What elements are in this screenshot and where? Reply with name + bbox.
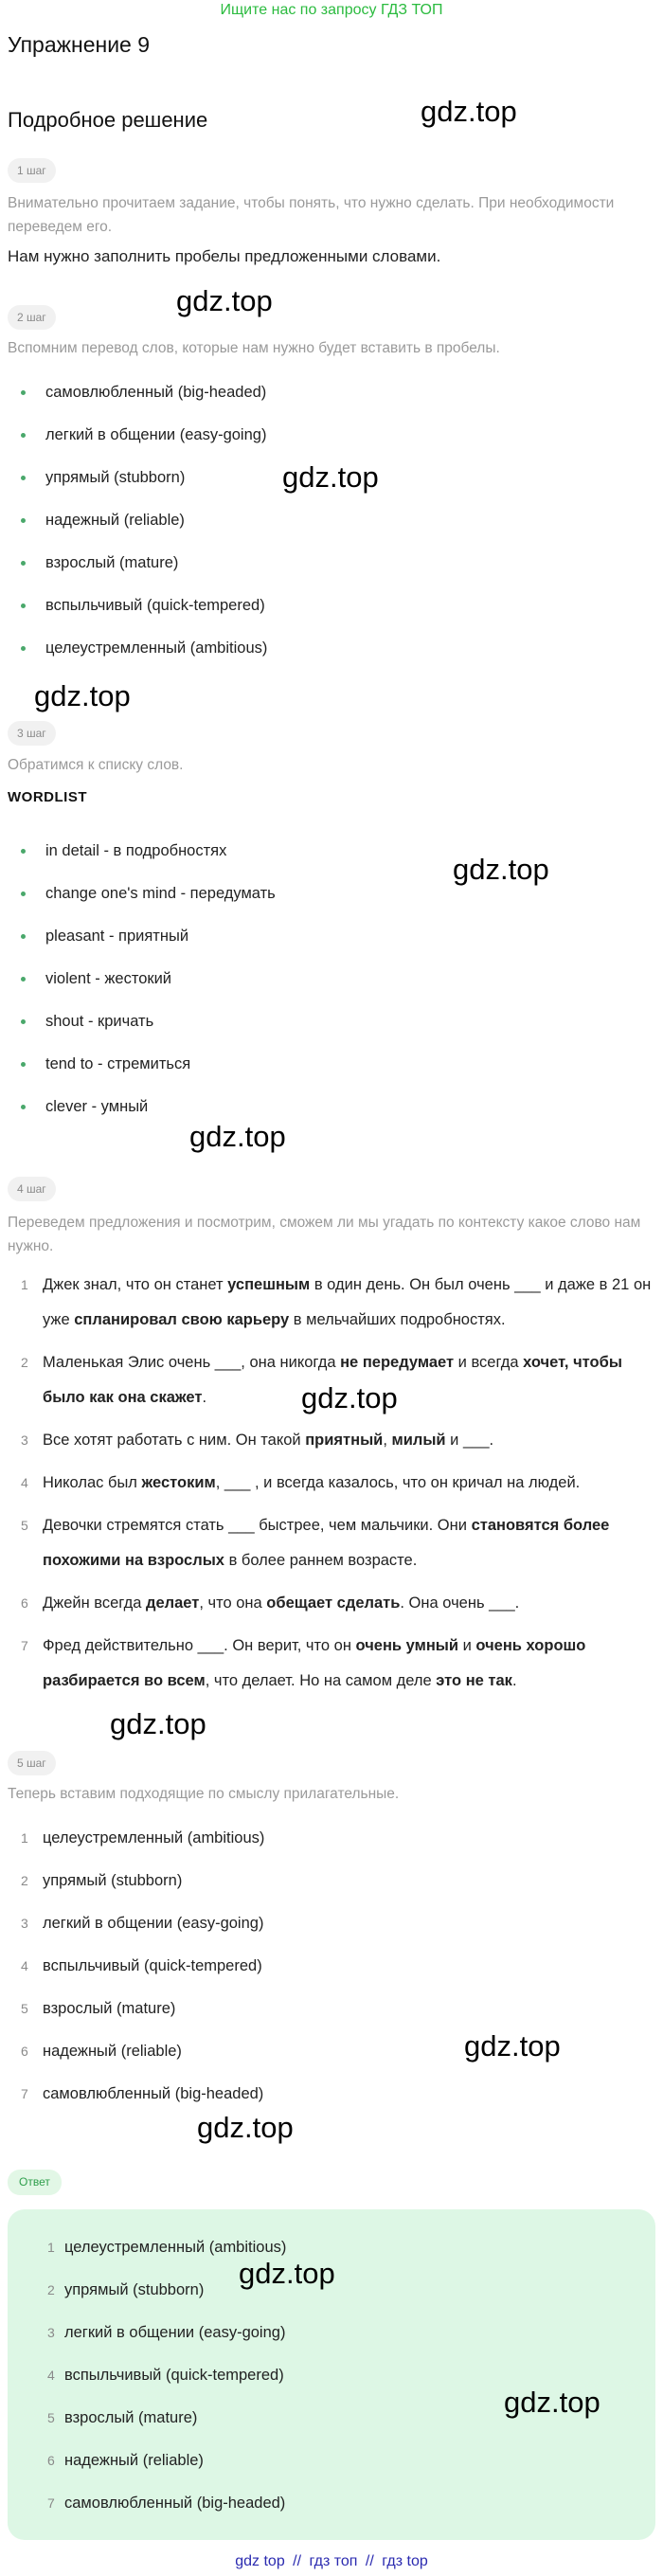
- list-item-text: pleasant - приятный: [45, 928, 189, 945]
- sentence-item: [0, 1423, 663, 1458]
- watermark: gdz.top: [421, 95, 517, 128]
- answer-badge: Ответ: [8, 2170, 62, 2195]
- task-text: Нам нужно заполнить пробелы предложенными словами.: [8, 247, 441, 265]
- bullet-icon: [21, 561, 26, 566]
- keyword: делает: [145, 1594, 200, 1612]
- list-item: [0, 542, 663, 585]
- bullet-icon: [21, 518, 26, 523]
- watermark: gdz.top: [464, 2029, 561, 2063]
- bullet-icon: [21, 646, 26, 651]
- list-item-text: вспыльчивый (quick-tempered): [43, 1957, 262, 1974]
- watermark: gdz.top: [282, 460, 379, 494]
- list-item-text: взрослый (mature): [45, 554, 179, 571]
- list-item-text: shout - кричать: [45, 1013, 154, 1030]
- list-item-text: легкий в общении (easy-going): [64, 2324, 286, 2341]
- footer-separator: //: [365, 2553, 374, 2569]
- list-item-text: легкий в общении (easy-going): [43, 1915, 264, 1932]
- watermark: gdz.top: [176, 284, 273, 317]
- list-item-text: самовлюбленный (big-headed): [64, 2495, 286, 2512]
- keyword: это не так: [436, 1672, 512, 1689]
- list-item: 6 надежный (reliable): [21, 2043, 182, 2060]
- step-badge: 3 шаг: [8, 721, 56, 746]
- list-item: [0, 1043, 663, 1086]
- sentence-text: Все хотят работать с ним. Он такой: [43, 1432, 306, 1449]
- bullet-icon: [21, 1105, 26, 1109]
- list-item: 7 самовлюбленный (big-headed): [21, 2085, 264, 2102]
- sentence-text: . Она очень ___.: [400, 1594, 520, 1612]
- sentence-item: [0, 1629, 663, 1699]
- list-item: [0, 371, 663, 414]
- sentence-list: [0, 1268, 663, 1706]
- step-description: Теперь вставим подходящие по смыслу прилагательные.: [8, 1786, 400, 1802]
- list-item: 6 надежный (reliable): [47, 2452, 204, 2469]
- sentence-text: в один день. Он был очень ___ и даже в 21 он уже: [43, 1276, 652, 1328]
- keyword: обещает сделать: [266, 1594, 401, 1612]
- step-description: Переведем предложения и посмотрим, сможем ли мы угадать по контексту какое слово нам нужно.: [8, 1215, 641, 1254]
- wordlist-heading: WORDLIST: [8, 789, 87, 805]
- list-item: 7 самовлюбленный (big-headed): [47, 2495, 286, 2512]
- bullet-icon: [21, 476, 26, 480]
- list-item: [0, 1000, 663, 1043]
- filled-words-list: [0, 1817, 663, 2116]
- sentence-text: .: [202, 1389, 207, 1406]
- sentence-text: , что делает. Но на самом деле: [205, 1672, 437, 1689]
- sentence-item: [0, 1345, 663, 1415]
- sentence-item: [0, 1268, 663, 1338]
- list-item: 3 легкий в общении (easy-going): [21, 1915, 264, 1932]
- bullet-icon: [21, 892, 26, 896]
- step-badge: 4 шаг: [8, 1177, 56, 1201]
- list-item-text: надежный (reliable): [64, 2452, 204, 2469]
- sentence-item: [0, 1508, 663, 1578]
- step-badge: 5 шаг: [8, 1751, 56, 1775]
- sentence-item: [0, 1586, 663, 1621]
- sentence-text: , что она: [199, 1594, 267, 1612]
- keyword: становятся более похожими на взрослых: [43, 1517, 610, 1569]
- list-item-text: взрослый (mature): [43, 2000, 176, 2017]
- list-item-text: clever - умный: [45, 1098, 149, 1115]
- list-item: 3 легкий в общении (easy-going): [47, 2324, 286, 2341]
- keyword: не передумает: [340, 1354, 455, 1371]
- list-item: 4 вспыльчивый (quick-tempered): [21, 1957, 262, 1974]
- keyword: жестоким: [141, 1474, 216, 1491]
- sentence-text: и: [458, 1637, 476, 1654]
- list-item: [0, 830, 663, 873]
- sentence-text: и всегда: [454, 1354, 524, 1371]
- bullet-icon: [21, 977, 26, 982]
- sentence-number: 4: [21, 1475, 28, 1490]
- list-item-text: change one's mind - передумать: [45, 885, 276, 902]
- watermark: gdz.top: [453, 853, 549, 886]
- watermark: gdz.top: [239, 2257, 335, 2290]
- list-item-text: violent - жестокий: [45, 970, 172, 987]
- wordlist: [0, 830, 663, 1128]
- list-item: [0, 585, 663, 627]
- bullet-icon: [21, 603, 26, 608]
- keyword: успешным: [227, 1276, 311, 1293]
- list-item-text: надежный (reliable): [45, 512, 185, 529]
- step-badge: 1 шаг: [8, 158, 56, 183]
- answer-box: [8, 2209, 655, 2540]
- sentence-text: Николас был: [43, 1474, 142, 1491]
- list-item-text: самовлюбленный (big-headed): [45, 384, 267, 401]
- step-description: Вспомним перевод слов, которые нам нужно будет вставить в пробелы.: [8, 340, 500, 356]
- step-badge: 2 шаг: [8, 305, 56, 330]
- bullet-icon: [21, 849, 26, 854]
- page-title: Упражнение 9: [8, 32, 151, 57]
- sentence-item: [0, 1466, 663, 1501]
- list-item: 2 упрямый (stubborn): [21, 1872, 183, 1889]
- bullet-icon: [21, 433, 26, 438]
- list-item-text: надежный (reliable): [43, 2043, 182, 2060]
- sentence-text: и ___.: [445, 1432, 494, 1449]
- sentence-number: 2: [21, 1355, 28, 1370]
- solution-title: Подробное решение: [8, 108, 208, 132]
- sentence-text: в мельчайших подробностях.: [289, 1311, 506, 1328]
- footer-link[interactable]: gdz top: [235, 2553, 285, 2569]
- watermark: gdz.top: [197, 2111, 294, 2144]
- list-item-text: самовлюбленный (big-headed): [43, 2085, 264, 2102]
- step-description: Обратимся к списку слов.: [8, 757, 184, 773]
- sentence-number: 1: [21, 1277, 28, 1292]
- sentence-text: Джек знал, что он станет: [43, 1276, 228, 1293]
- list-item: [0, 873, 663, 915]
- bullet-icon: [21, 1062, 26, 1067]
- sentence-number: 7: [21, 1638, 28, 1653]
- list-item: [0, 499, 663, 542]
- top-banner: Ищите нас по запросу ГДЗ ТОП: [220, 2, 443, 18]
- list-item: 2 упрямый (stubborn): [47, 2281, 205, 2298]
- list-item: [0, 1086, 663, 1128]
- list-item: [0, 457, 663, 499]
- list-item: [0, 414, 663, 457]
- list-item-text: легкий в общении (easy-going): [45, 426, 267, 443]
- keyword: спланировал свою карьеру: [74, 1311, 290, 1328]
- list-item-text: упрямый (stubborn): [64, 2281, 205, 2298]
- keyword: очень хорошо разбирается во всем: [43, 1637, 586, 1689]
- sentence-text: Маленькая Элис очень ___, она никогда: [43, 1354, 341, 1371]
- keyword: приятный: [305, 1432, 384, 1449]
- list-item-text: упрямый (stubborn): [43, 1872, 183, 1889]
- watermark: gdz.top: [189, 1120, 286, 1153]
- bullet-icon: [21, 390, 26, 395]
- bullet-icon: [21, 934, 26, 939]
- bullet-icon: [21, 1019, 26, 1024]
- sentence-text: в более раннем возрасте.: [224, 1552, 418, 1569]
- footer-link[interactable]: гдз топ: [309, 2553, 358, 2569]
- sentence-text: Джейн всегда: [43, 1594, 146, 1612]
- footer-links: [0, 2551, 663, 2572]
- keyword: хочет, чтобы было как она скажет: [43, 1354, 622, 1406]
- watermark: gdz.top: [34, 679, 131, 712]
- list-item: 5 взрослый (mature): [47, 2409, 198, 2426]
- list-item: [0, 627, 663, 670]
- list-item-text: взрослый (mature): [64, 2409, 198, 2426]
- list-item-text: tend to - стремиться: [45, 1055, 191, 1072]
- watermark: gdz.top: [504, 2386, 600, 2419]
- vocabulary-list: [0, 371, 663, 670]
- keyword: очень умный: [355, 1637, 459, 1654]
- watermark: gdz.top: [301, 1381, 398, 1414]
- watermark: gdz.top: [110, 1707, 206, 1740]
- list-item-text: целеустремленный (ambitious): [45, 639, 268, 657]
- footer-separator: //: [293, 2553, 302, 2569]
- sentence-number: 6: [21, 1595, 28, 1611]
- list-item-text: целеустремленный (ambitious): [64, 2239, 287, 2256]
- list-item: 1 целеустремленный (ambitious): [47, 2239, 287, 2256]
- list-item-text: упрямый (stubborn): [45, 469, 186, 486]
- list-item-text: вспыльчивый (quick-tempered): [45, 597, 265, 614]
- sentence-text: Девочки стремятся стать ___ быстрее, чем мальчики. Они: [43, 1517, 472, 1534]
- sentence-text: ,: [383, 1432, 392, 1449]
- sentence-number: 5: [21, 1518, 28, 1533]
- sentence-text: .: [511, 1672, 517, 1689]
- step-description: Внимательно прочитаем задание, чтобы понять, что нужно сделать. При необходимости переведем его.: [8, 195, 615, 235]
- list-item: 5 взрослый (mature): [21, 2000, 176, 2017]
- list-item: [0, 915, 663, 958]
- keyword: милый: [391, 1432, 446, 1449]
- sentence-text: , ___ , и всегда казалось, что он кричал на людей.: [215, 1474, 581, 1491]
- list-item-text: in detail - в подробностях: [45, 842, 227, 859]
- list-item: 1 целеустремленный (ambitious): [21, 1829, 265, 1846]
- list-item-text: вспыльчивый (quick-tempered): [64, 2367, 284, 2384]
- footer-link[interactable]: гдз top: [382, 2553, 428, 2569]
- list-item-text: целеустремленный (ambitious): [43, 1829, 265, 1846]
- sentence-text: Фред действительно ___. Он верит, что он: [43, 1637, 356, 1654]
- list-item: [0, 958, 663, 1000]
- list-item: 4 вспыльчивый (quick-tempered): [47, 2367, 284, 2384]
- sentence-number: 3: [21, 1432, 28, 1448]
